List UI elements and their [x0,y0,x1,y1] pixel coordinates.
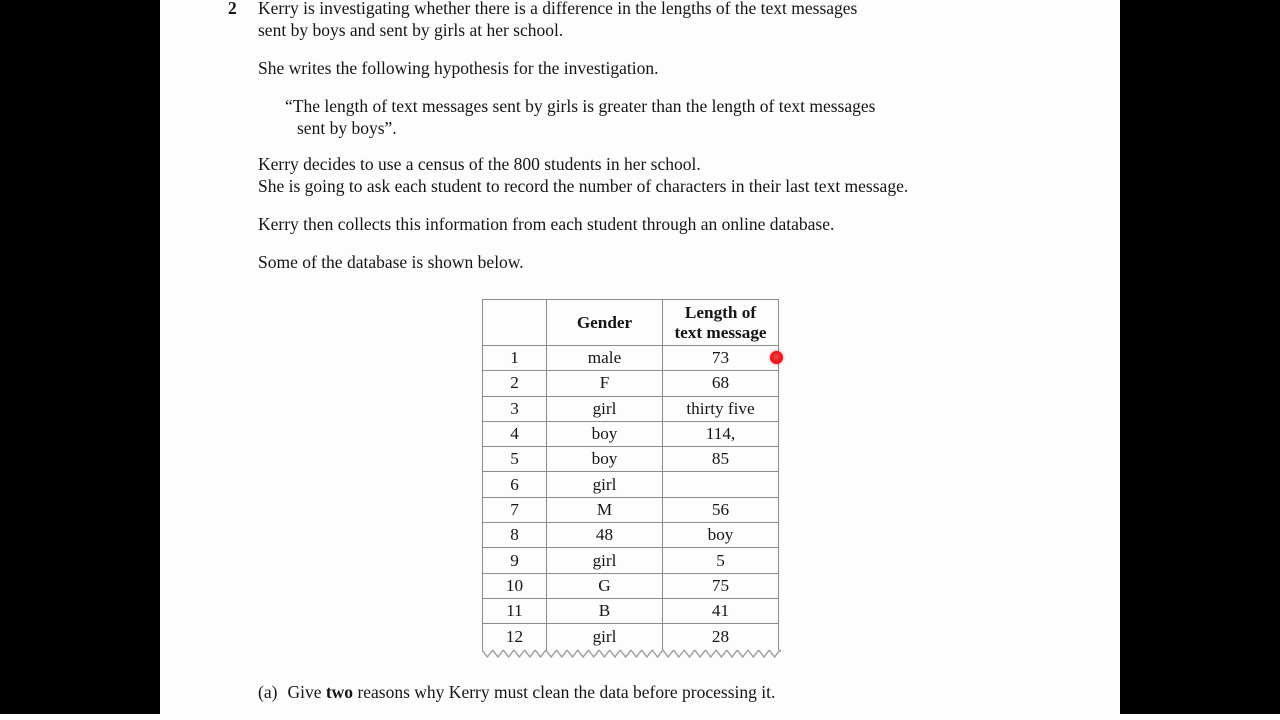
hypothesis-quote [285,95,875,140]
database-line: Some of the database is shown below. [258,252,524,272]
table-cell: boy [547,422,663,447]
table-cell: 68 [663,371,778,396]
table-cell: 2 [483,371,547,396]
part-a-label: (a) [258,682,278,702]
table-header-length-line-2: text message [674,322,767,342]
table-header-row [483,300,778,346]
intro-paragraph [258,0,857,42]
table-header-gender: Gender [547,300,663,346]
table-cell: 75 [663,574,778,599]
census-line-2: She is going to ask each student to record the number of characters in their last text message. [258,176,909,197]
table-cell: 73 [663,346,778,371]
hypothesis-intro-line: She writes the following hypothesis for the investigation. [258,58,659,78]
table-row [483,599,778,624]
table-cell: 9 [483,548,547,573]
table-cell: 7 [483,498,547,523]
table-cell: girl [547,548,663,573]
table-cell: B [547,599,663,624]
table-cell: F [547,371,663,396]
letterbox-right-bar [1120,0,1280,714]
table-cell: G [547,574,663,599]
table-row [483,523,778,548]
table-cell: 4 [483,422,547,447]
table-cell: thirty five [663,397,778,422]
table-cell: girl [547,472,663,497]
census-paragraph [258,153,908,198]
table-cell: girl [547,624,663,649]
table-row [483,548,778,573]
hypothesis-quote-line-1: “The length of text messages sent by girls is greater than the length of text messages [285,96,876,116]
document-page [160,0,1120,714]
table-row [483,397,778,422]
table-cell: 6 [483,472,547,497]
table-cell: boy [663,523,778,548]
table-cell: 10 [483,574,547,599]
table-cell: M [547,498,663,523]
table-row [483,422,778,447]
table-cell: girl [547,397,663,422]
table-cell: 114, [663,422,778,447]
census-line-1: Kerry decides to use a census of the 800 students in her school. [258,154,701,174]
table-row [483,371,778,396]
table-row [483,574,778,599]
table-header-blank [483,300,547,346]
torn-edge [482,649,781,660]
table-cell: 5 [663,548,778,573]
table-row [483,472,778,497]
pointer-dot-icon [770,351,783,364]
table-cell: 5 [483,447,547,472]
intro-line-2: sent by boys and sent by girls at her school. [258,20,564,41]
table-cell: 1 [483,346,547,371]
table-cell: 48 [547,523,663,548]
table-cell: 11 [483,599,547,624]
part-a-line [258,681,775,703]
table-row [483,346,778,371]
table-cell: 85 [663,447,778,472]
table-body [483,346,778,650]
table-cell: 12 [483,624,547,649]
database-table [482,299,779,650]
table-cell: 8 [483,523,547,548]
table-header-length-line-1: Length of [684,302,757,322]
table-cell: 56 [663,498,778,523]
table-cell: 41 [663,599,778,624]
table-cell [663,472,778,497]
letterbox-left-bar [0,0,160,714]
intro-line-1: Kerry is investigating whether there is a difference in the lengths of the text messages [258,0,858,18]
table-cell: 3 [483,397,547,422]
collect-line: Kerry then collects this information from each student through an online database. [258,214,835,234]
table-cell: boy [547,447,663,472]
table-cell: 28 [711,626,730,646]
question-number: 2 [228,0,237,18]
hypothesis-quote-line-2: sent by boys”. [297,118,397,139]
part-a-text-after: reasons why Kerry must clean the data before processing it. [353,682,776,702]
table-row [483,624,778,649]
table-header-length [663,300,778,346]
table-cell: male [547,346,663,371]
part-a-bold-word: two [325,682,354,702]
table-row [483,498,778,523]
part-a-text-before: Give [287,682,326,702]
table-row [483,447,778,472]
